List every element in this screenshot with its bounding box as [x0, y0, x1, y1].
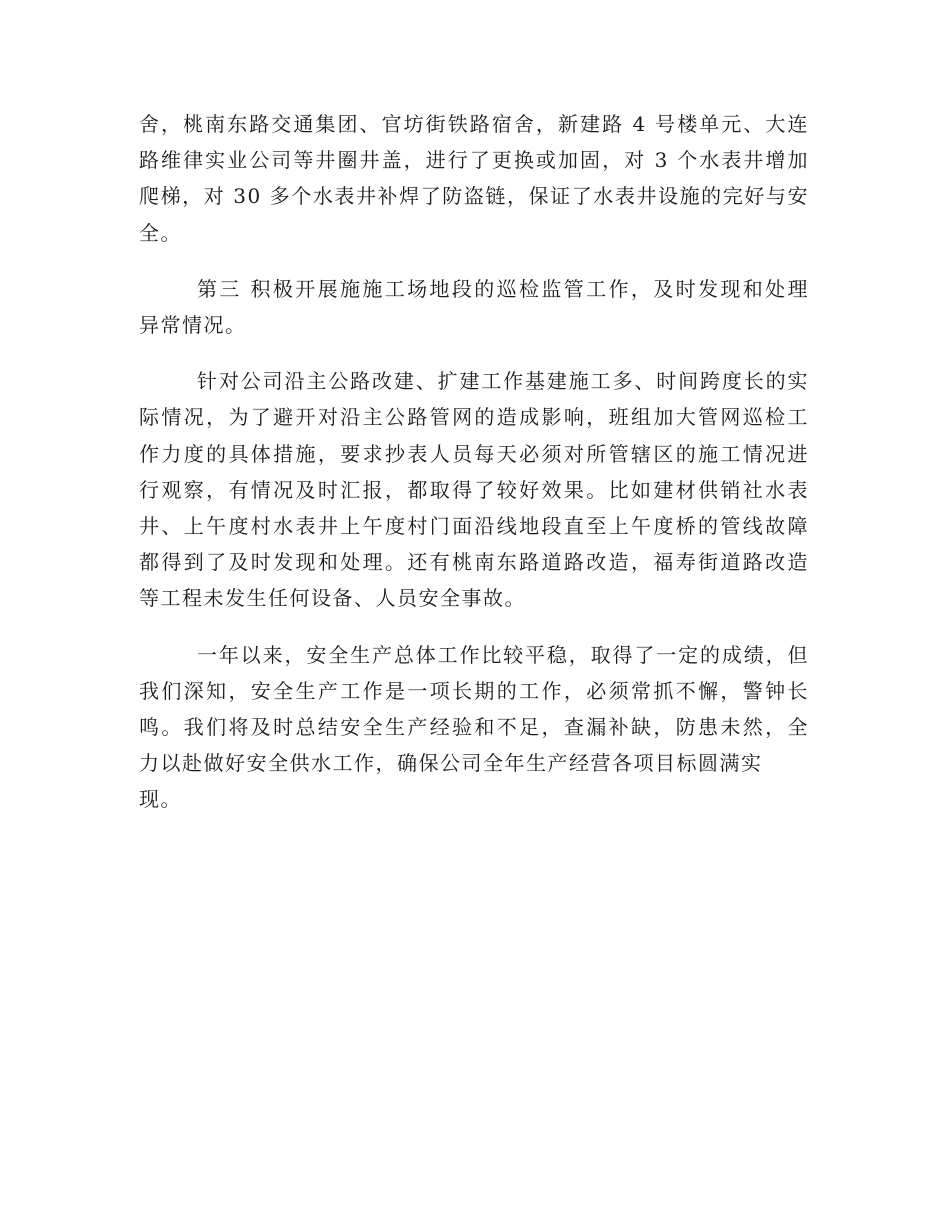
text-line: 路维律实业公司等井圈井盖，进行了更换或加固，对 3 个水表井增加 — [139, 148, 809, 173]
text-line: 舍，桃南东路交通集团、官坊街铁路宿舍，新建路 4 号楼单元、大连 — [139, 112, 809, 136]
text-line: 都得到了及时发现和处理。还有桃南东路道路改造，福寿街道路改造 — [139, 550, 809, 575]
text-line: 际情况，为了避开对沿主公路管网的造成影响，班组加大管网巡检工 — [139, 405, 809, 430]
text-line: 行观察，有情况及时汇报，都取得了较好效果。比如建材供销社水表 — [139, 477, 809, 502]
text-line: 针对公司沿主公路改建、扩建工作基建施工多、时间跨度长的实 — [197, 369, 809, 394]
text-line: 一年以来，安全生产总体工作比较平稳，取得了一定的成绩，但 — [197, 642, 809, 667]
text-line: 等工程未发生任何设备、人员安全事故。 — [139, 586, 526, 611]
text-line: 第三 积极开展施施工场地段的巡检监管工作，及时发现和处理 — [197, 276, 809, 301]
paragraph-conclusion — [139, 637, 809, 818]
text-line: 异常情况。 — [139, 313, 247, 338]
document-page — [139, 106, 809, 838]
text-line: 作力度的具体措施，要求抄表人员每天必须对所管辖区的施工情况进 — [139, 441, 809, 466]
paragraph-heading-third — [139, 271, 809, 343]
text-line: 鸣。我们将及时总结安全生产经验和不足，查漏补缺，防患未然，全 — [139, 715, 809, 740]
paragraph-construction-inspection — [139, 363, 809, 616]
text-line: 爬梯，对 30 多个水表井补焊了防盗链，保证了水表井设施的完好与安 — [139, 184, 809, 209]
text-line: 力以赴做好安全供水工作，确保公司全年生产经营各项目标圆满实 — [139, 751, 763, 776]
paragraph-water-meter-wells — [139, 106, 809, 251]
text-line: 我们深知，安全生产工作是一项长期的工作，必须常抓不懈，警钟长 — [139, 678, 809, 703]
text-line: 全。 — [139, 220, 182, 245]
text-line: 井、上午度村水表井上午度村门面沿线地段直至上午度桥的管线故障 — [139, 514, 809, 539]
text-line: 现。 — [139, 787, 182, 812]
